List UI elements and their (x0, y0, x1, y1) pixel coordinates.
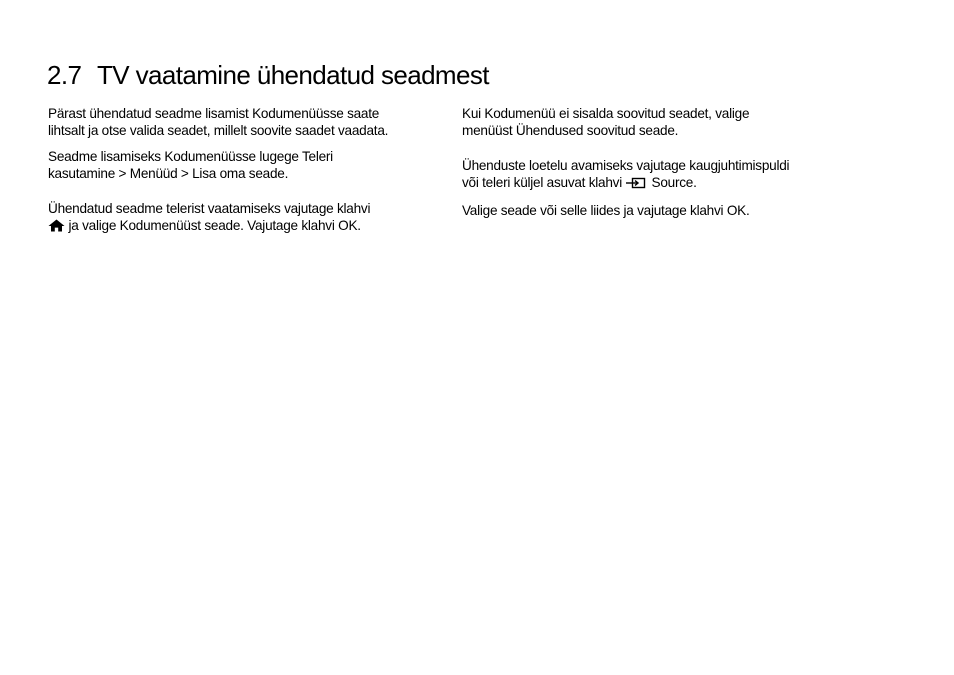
section-heading (47, 60, 489, 91)
paragraph-line: lihtsalt ja otse valida seadet, millelt soovite saadet vaadata. (48, 123, 389, 138)
source-label: Source. (651, 175, 697, 190)
right-column (462, 105, 882, 219)
paragraph-line-text: ja valige Kodumenüüst seade. Vajutage klahvi OK. (65, 218, 361, 233)
left-column (48, 105, 448, 236)
section-title: TV vaatamine ühendatud seadmest (97, 60, 489, 90)
paragraph-line: Valige seade või selle liides ja vajutage klahvi OK. (462, 203, 750, 218)
section-number: 2.7 (47, 60, 82, 90)
paragraph-line: Kui Kodumenüü ei sisalda soovitud seadet, valige (462, 106, 750, 121)
paragraph-line: kasutamine > Menüüd > Lisa oma seade. (48, 166, 289, 181)
paragraph-line: Ühendatud seadme telerist vaatamiseks vajutage klahvi (48, 201, 371, 216)
paragraph-line: Seadme lisamiseks Kodumenüüsse lugege Teleri (48, 149, 333, 164)
paragraph-line: Ühenduste loetelu avamiseks vajutage kaugjuhtimispuldi (462, 158, 790, 173)
paragraph-line: menüüst Ühendused soovitud seade. (462, 123, 679, 138)
paragraph-line (48, 217, 448, 236)
paragraph-line-text: või teleri küljel asuvat klahvi (462, 175, 622, 190)
paragraph-line (462, 174, 882, 193)
source-input-icon (626, 176, 646, 193)
paragraph-line: Pärast ühendatud seadme lisamist Kodumenüüsse saate (48, 106, 380, 121)
home-icon (48, 219, 65, 236)
